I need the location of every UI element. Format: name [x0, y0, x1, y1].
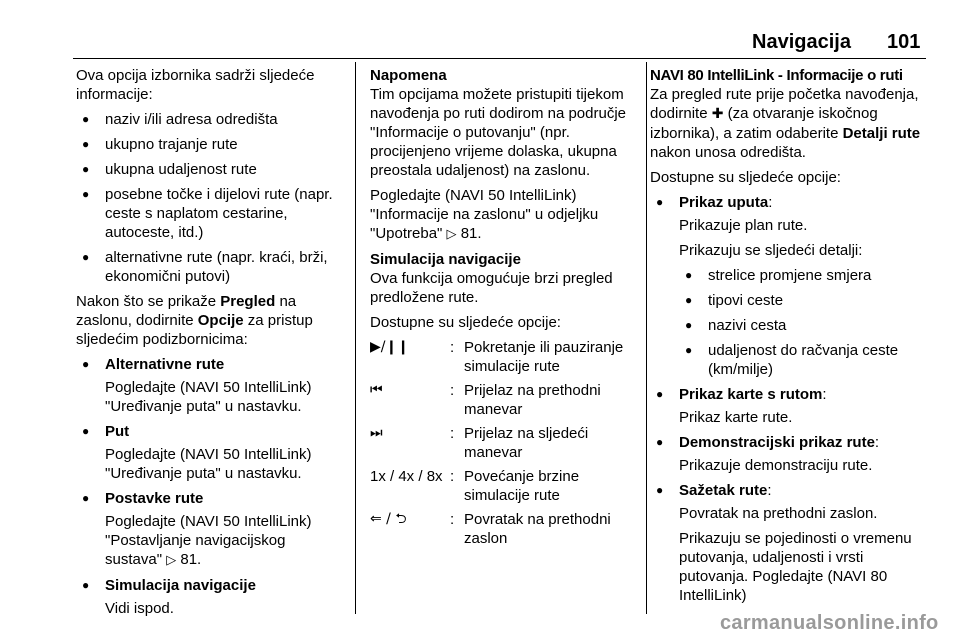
term-pregled: Pregled [220, 293, 276, 310]
item-title: Prikaz karte s rutom [679, 386, 823, 403]
note-title: Napomena [370, 67, 447, 84]
page-ref: 81. [180, 551, 202, 568]
list-item: ● alternativne rute (napr. kraći, brži, ekonomični putovi) [76, 248, 346, 286]
page-header [0, 0, 960, 62]
table-row: ⏭ : Prijelaz na sljedeći manevar [370, 424, 632, 467]
item-title: Sažetak rute [679, 482, 768, 499]
term-detalji-rute: Detalji rute [842, 125, 921, 142]
list-item: ● udaljenost do račvanja ceste (km/milje) [679, 341, 932, 379]
item-title: Prikaz uputa [679, 194, 769, 211]
options-intro: Dostupne su sljedeće opcije: [370, 314, 561, 331]
list-item: ● ukupna udaljenost rute [76, 160, 346, 179]
item-title: Simulacija navigacije [105, 577, 256, 594]
section-heading: Simulacija navigacije [370, 251, 521, 268]
arrow-icon: ▷ [446, 227, 457, 242]
note-text: Pogledajte (NAVI 50 IntelliLink) "Informacije na zaslonu" u odjeljku "Upotreba" ▷ 81. [370, 187, 599, 242]
table-row: ⇐ / ⮌ : Povratak na prethodni zaslon [370, 510, 632, 553]
term-opcije: Opcije [197, 312, 244, 329]
intro-text: Ova opcija izbornika sadrži sljedeće informacije: [76, 67, 315, 103]
table-row: 1x / 4x / 8x : Povećanje brzine simulacije rute [370, 467, 632, 510]
column-2 [370, 66, 632, 553]
column-1 [76, 66, 346, 624]
list-item: ● nazivi cesta [679, 316, 932, 335]
section-heading: NAVI 80 IntelliLink - Informacije o ruti [650, 67, 903, 84]
item-text: Pogledajte (NAVI 50 IntelliLink) "Uređivanje puta" u nastavku. [105, 379, 312, 415]
column-3 [650, 66, 932, 611]
list-item: ● Demonstracijski prikaz rute: Prikazuje demonstraciju rute. [650, 433, 932, 475]
note-text: Tim opcijama možete pristupiti tijekom navođenja po ruti dodirom na područje "Informacije o putovanju" (npr. procijenjeno vrijeme dolaska, ukupna preostala udaljenost) na zaslonu. [370, 86, 627, 179]
list-item: ● Sažetak rute: Povratak na prethodni zaslon. Prikazuju se pojedinosti o vremenu putovanja, udaljenosti i vrsti putovanja. Pogledajte (NAVI 80 IntelliLink) [650, 481, 932, 605]
page-number: 101 [887, 31, 921, 53]
list-item: ● Prikaz uputa: Prikazuje plan rute. Prikazuju se sljedeći detalji: ● strelice promjene smjera ● tipovi ceste ● nazivi cesta ● udaljenost do račvanja ceste (km/milje) [650, 193, 932, 379]
skip-forward-icon: ⏭ [370, 425, 383, 441]
header-rule [73, 58, 926, 59]
item-text: Pogledajte (NAVI 50 IntelliLink) "Postavljanje navigacijskog sustava" ▷ 81. [105, 513, 312, 568]
options-table [370, 338, 632, 553]
list-item [76, 355, 346, 416]
watermark: carmanualsonline.info [720, 612, 939, 634]
list-item [76, 489, 346, 570]
options-intro: Dostupne su sljedeće opcije: [650, 169, 841, 186]
item-title: Postavke rute [105, 490, 204, 507]
item-title: Put [105, 423, 130, 440]
item-title: Alternativne rute [105, 356, 225, 373]
speed-options: 1x / 4x / 8x [370, 468, 443, 485]
column-divider [355, 62, 356, 614]
skip-back-icon: ⏮ [370, 382, 383, 398]
list-item: ● ukupno trajanje rute [76, 135, 346, 154]
section-text: Za pregled rute prije početka navođenja, dodirnite ✚ (za otvaranje iskočnog izbornika), a zatim odaberite Detalji rute nakon unosa odredišta. [650, 86, 921, 161]
list-item: ● naziv i/ili adresa odredišta [76, 110, 346, 129]
list-item: ● Prikaz karte s rutom: Prikaz karte rute. [650, 385, 932, 427]
arrow-icon: ▷ [166, 553, 177, 568]
play-pause-icon: ▶/❙❙ [370, 339, 409, 355]
back-icon: ⇐ / ⮌ [370, 511, 407, 527]
list-item: ● strelice promjene smjera [679, 266, 932, 285]
table-row: ⏮ : Prijelaz na prethodni manevar [370, 381, 632, 424]
item-title: Demonstracijski prikaz rute [679, 434, 875, 451]
item-text: Pogledajte (NAVI 50 IntelliLink) "Uređivanje puta" u nastavku. [105, 446, 312, 482]
section-text: Ova funkcija omogućuje brzi pregled predložene rute. [370, 270, 613, 306]
list-item [76, 576, 346, 618]
column-divider [646, 62, 647, 614]
submenu-intro: Nakon što se prikaže Pregled na zaslonu, dodirnite Opcije za pristup sljedećim podizbornicima: [76, 293, 313, 348]
list-item: ● posebne točke i dijelovi rute (napr. ceste s naplatom cestarine, autoceste, itd.) [76, 185, 346, 242]
plus-icon: ✚ [711, 106, 724, 122]
page-ref: 81. [460, 225, 482, 242]
table-row: ▶/❙❙ : Pokretanje ili pauziranje simulacije rute [370, 338, 632, 381]
page-title: Navigacija [752, 31, 851, 53]
list-item: ● tipovi ceste [679, 291, 932, 310]
item-text: Vidi ispod. [105, 600, 174, 617]
list-item [76, 422, 346, 483]
